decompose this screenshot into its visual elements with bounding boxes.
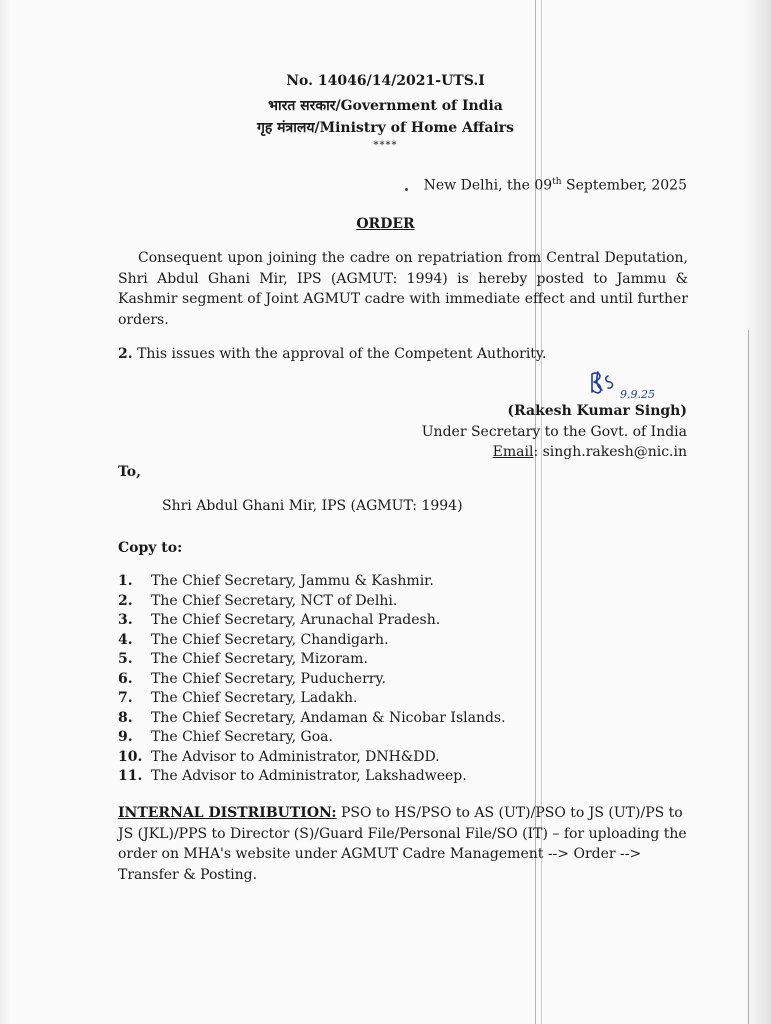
paragraph-text: Consequent upon joining the cadre on repatriation from Central Deputation, Shri Abdul Ghani Mir, IPS (AGMUT: 1994) is hereby posted to Jammu & Kashmir segment of Joint AGMUT cadre with immediate effect and until further orders.	[118, 250, 688, 328]
header-stars: ****	[373, 140, 398, 151]
list-item	[118, 611, 506, 631]
list-item-number: 1.	[118, 573, 133, 589]
list-item	[118, 709, 506, 729]
list-item-number: 10.	[118, 748, 143, 765]
copy-list	[118, 572, 506, 787]
list-item-number: 5.	[118, 651, 133, 667]
file-number: No. 14046/14/2021-UTS.I	[286, 73, 485, 89]
internal-distribution-text: PSO to HS/PSO to AS (UT)/PSO to JS (UT)/PS to JS (JKL)/PPS to Director (S)/Guard File/Personal File/SO (IT) – for uploading the order on MHA's website under AGMUT Cadre Management --> Order --> Transfer & Posting.	[118, 805, 687, 883]
list-item-text: The Chief Secretary, Chandigarh.	[151, 631, 389, 648]
list-item-text: The Advisor to Administrator, DNH&DD.	[151, 748, 440, 765]
list-item-text: The Chief Secretary, NCT of Delhi.	[151, 592, 398, 609]
signatory-email	[493, 444, 687, 460]
list-item	[118, 572, 506, 592]
list-item-text: The Chief Secretary, Ladakh.	[151, 690, 358, 706]
internal-distribution-label: INTERNAL DISTRIBUTION:	[118, 805, 337, 821]
list-item	[118, 767, 506, 787]
list-item-number: 3.	[118, 612, 133, 628]
list-item	[118, 748, 506, 768]
signatory-name: (Rakesh Kumar Singh)	[507, 403, 687, 419]
order-paragraph-2	[118, 346, 546, 362]
email-value: : singh.rakesh@nic.in	[533, 444, 687, 460]
government-name: भारत सरकार/Government of India	[268, 98, 503, 114]
list-item	[118, 670, 506, 690]
list-item-number: 11.	[118, 768, 143, 784]
scan-fold-line	[748, 330, 749, 1024]
list-item	[118, 592, 506, 612]
paragraph-number: 2.	[118, 346, 133, 362]
ministry-name: गृह मंत्रालय/Ministry of Home Affairs	[256, 120, 515, 136]
list-item-text: The Chief Secretary, Arunachal Pradesh.	[151, 612, 441, 628]
list-item-number: 8.	[118, 709, 133, 726]
signatory-designation: Under Secretary to the Govt. of India	[421, 424, 687, 440]
list-item	[118, 728, 506, 748]
list-item	[118, 689, 506, 709]
list-item-text: The Chief Secretary, Andaman & Nicobar Islands.	[151, 709, 506, 726]
paragraph-text: This issues with the approval of the Competent Authority.	[132, 346, 547, 362]
scan-shadow-left	[0, 0, 10, 1024]
list-item-text: The Chief Secretary, Goa.	[151, 729, 333, 745]
list-item-number: 7.	[118, 690, 133, 706]
list-item-text: The Advisor to Administrator, Lakshadweep.	[151, 768, 467, 784]
to-label: To,	[118, 464, 142, 480]
addressee: Shri Abdul Ghani Mir, IPS (AGMUT: 1994)	[162, 498, 463, 514]
order-paragraph-1	[118, 248, 688, 330]
list-item	[118, 650, 506, 670]
list-item	[118, 631, 506, 651]
signature-date: 9.9.25	[620, 388, 655, 401]
order-date	[424, 177, 687, 194]
handwritten-signature	[586, 366, 676, 402]
email-label: Email	[492, 444, 534, 460]
order-title: ORDER	[356, 216, 415, 232]
list-item-number: 9.	[118, 729, 133, 745]
list-item-number: 2.	[118, 592, 133, 609]
list-item-text: The Chief Secretary, Jammu & Kashmir.	[151, 573, 434, 589]
date-prefix: New Delhi, the 09	[423, 177, 553, 194]
internal-distribution	[118, 803, 688, 885]
date-sup: th	[552, 177, 562, 187]
date-suffix: September, 2025	[561, 177, 687, 194]
list-item-text: The Chief Secretary, Puducherry.	[151, 670, 386, 687]
copy-to-label: Copy to:	[118, 540, 183, 556]
list-item-number: 4.	[118, 631, 133, 648]
list-item-number: 6.	[118, 670, 133, 687]
ink-dot	[405, 188, 408, 191]
list-item-text: The Chief Secretary, Mizoram.	[151, 651, 368, 667]
